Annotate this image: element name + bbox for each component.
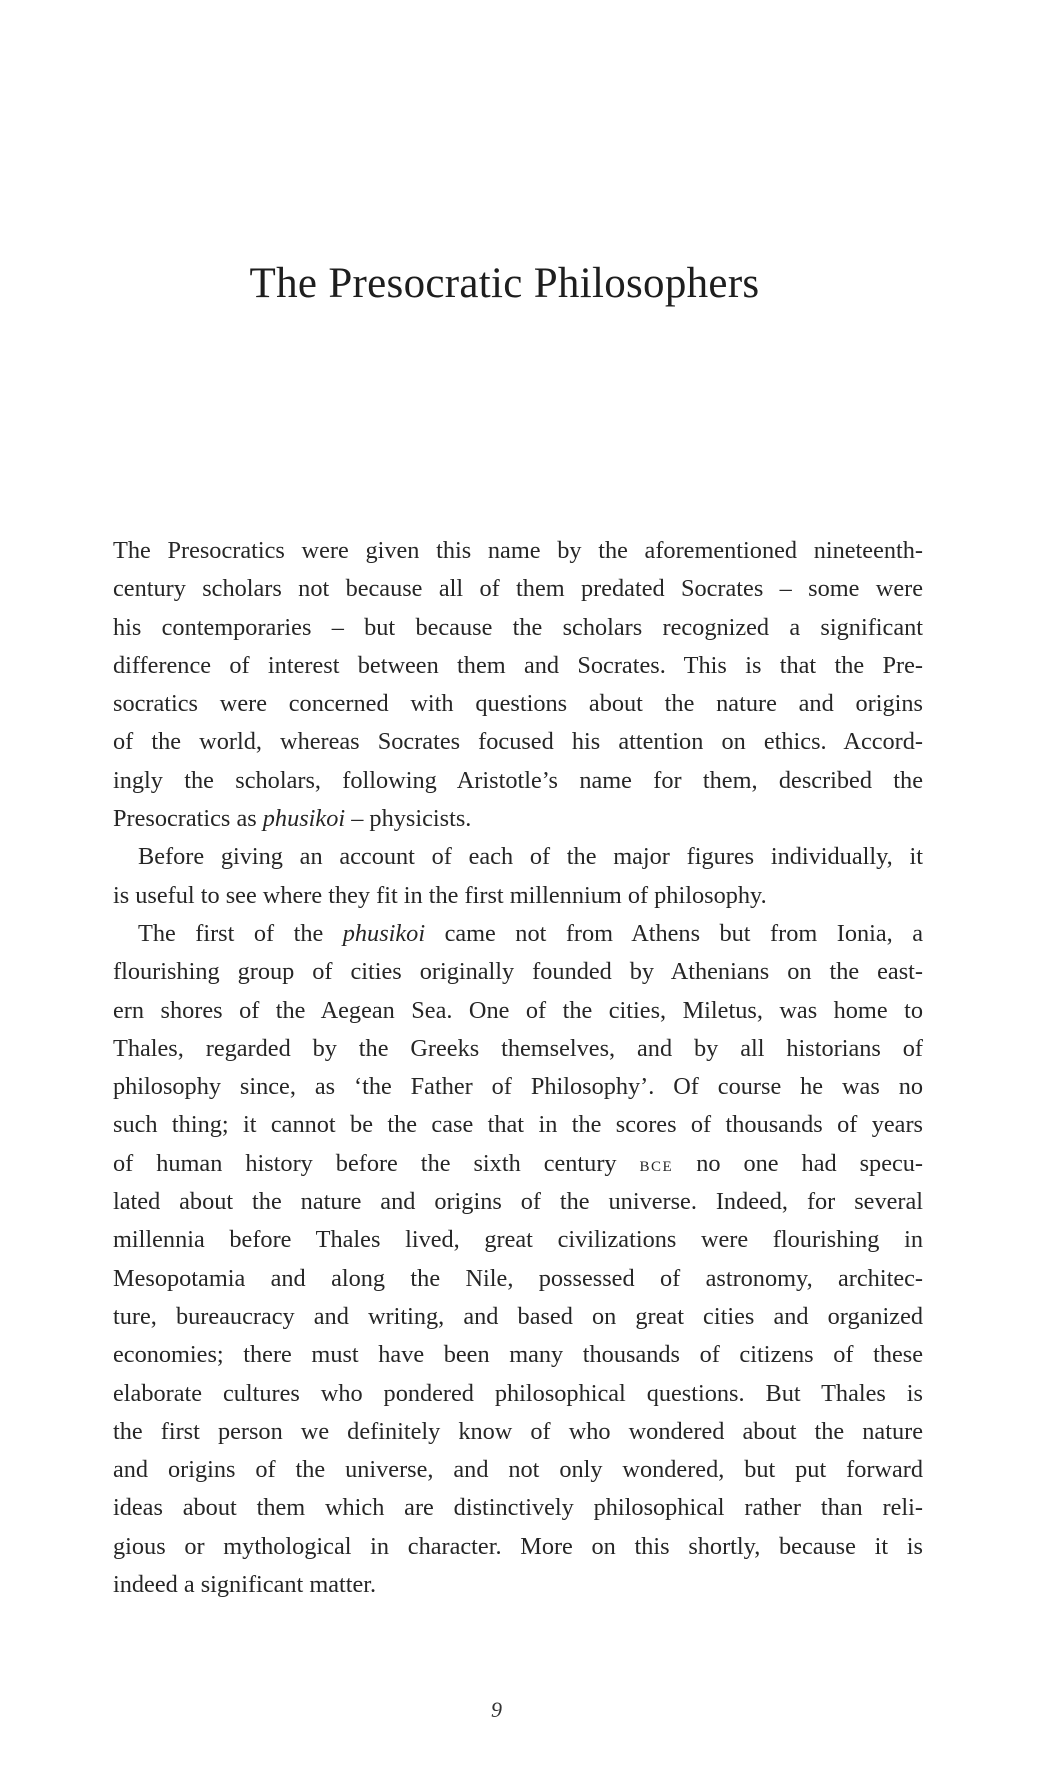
text-run: such thing; it cannot be the case that in the scores of thousands of years	[113, 1111, 923, 1139]
body-text	[113, 532, 923, 1604]
text-run: Mesopotamia and along the Nile, possessed of astronomy, architec-	[113, 1264, 923, 1292]
text-line	[113, 1183, 923, 1221]
text-run: The Presocratics were given this name by the aforementioned nineteenth-	[113, 537, 923, 564]
text-run: indeed a significant matter.	[113, 1571, 377, 1599]
text-line	[113, 532, 923, 570]
text-line	[113, 838, 923, 876]
text-line	[113, 1298, 923, 1336]
text-run: of human history before the sixth century	[113, 1149, 640, 1177]
text-line	[113, 723, 923, 761]
text-line	[113, 609, 923, 647]
text-run: ern shores of the Aegean Sea. One of the cities, Miletus, was home to	[113, 996, 923, 1024]
text-run: century scholars not because all of them predated Socrates – some were	[113, 575, 923, 603]
page-number: 9	[491, 1697, 502, 1722]
text-run: the first person we definitely know of who wondered about the nature	[113, 1417, 923, 1445]
text-line	[113, 570, 923, 608]
text-line	[113, 1528, 923, 1566]
text-run: Presocratics as	[113, 805, 263, 833]
italic-term: phusikoi	[342, 919, 426, 947]
text-run: ingly the scholars, following Aristotle’s name for them, described the	[113, 766, 923, 794]
text-line	[113, 1489, 923, 1527]
text-run: came not from Athens but from Ionia, a	[425, 919, 923, 947]
text-run: Thales, regarded by the Greeks themselves, and by all historians of	[113, 1034, 923, 1062]
text-run: of the world, whereas Socrates focused his attention on ethics. Accord-	[113, 728, 923, 756]
text-line	[113, 762, 923, 800]
text-line	[113, 685, 923, 723]
text-run: no one had specu-	[673, 1149, 924, 1177]
text-run: gious or mythological in character. More on this shortly, because it is	[113, 1532, 923, 1560]
text-run: ture, bureaucracy and writing, and based on great cities and organized	[113, 1302, 923, 1330]
text-line	[113, 953, 923, 991]
text-run: and origins of the universe, and not only wondered, but put forward	[113, 1456, 923, 1484]
text-run: his contemporaries – but because the scholars recognized a significant	[113, 613, 923, 641]
text-line	[113, 1566, 923, 1604]
text-line	[113, 1375, 923, 1413]
text-line	[113, 915, 923, 953]
text-run: ideas about them which are distinctively philosophical rather than reli-	[113, 1494, 923, 1522]
text-run: socratics were concerned with questions about the nature and origins	[113, 690, 923, 718]
text-line	[113, 1451, 923, 1489]
text-run: elaborate cultures who pondered philosophical questions. But Thales is	[113, 1379, 923, 1407]
text-line	[113, 1106, 923, 1144]
text-run: – physicists.	[345, 805, 472, 833]
text-line	[113, 1145, 923, 1183]
text-line	[113, 1336, 923, 1374]
italic-term: phusikoi	[262, 805, 346, 833]
text-run: economies; there must have been many thousands of citizens of these	[113, 1341, 923, 1369]
text-line	[113, 1221, 923, 1259]
text-run: The first of the	[138, 919, 343, 947]
paragraph	[113, 532, 923, 838]
text-run: philosophy since, as ‘the Father of Philosophy’. Of course he was no	[113, 1073, 923, 1101]
text-run: lated about the nature and origins of the universe. Indeed, for several	[113, 1188, 923, 1216]
text-line	[113, 877, 923, 915]
text-run: is useful to see where they fit in the first millennium of philosophy.	[113, 881, 767, 909]
text-line	[113, 647, 923, 685]
text-line	[113, 1030, 923, 1068]
text-line	[113, 1260, 923, 1298]
chapter-title: The Presocratic Philosophers	[249, 260, 760, 307]
text-line	[113, 1413, 923, 1451]
paragraph	[113, 915, 923, 1604]
text-run: millennia before Thales lived, great civilizations were flourishing in	[113, 1226, 923, 1254]
text-run: difference of interest between them and Socrates. This is that the Pre-	[113, 651, 923, 679]
text-line	[113, 992, 923, 1030]
text-line	[113, 800, 923, 838]
text-run: flourishing group of cities originally founded by Athenians on the east-	[113, 958, 923, 986]
paragraph	[113, 838, 923, 915]
small-caps-abbreviation: bce	[639, 1150, 674, 1176]
text-run: Before giving an account of each of the major figures individually, it	[138, 843, 923, 871]
text-line	[113, 1068, 923, 1106]
